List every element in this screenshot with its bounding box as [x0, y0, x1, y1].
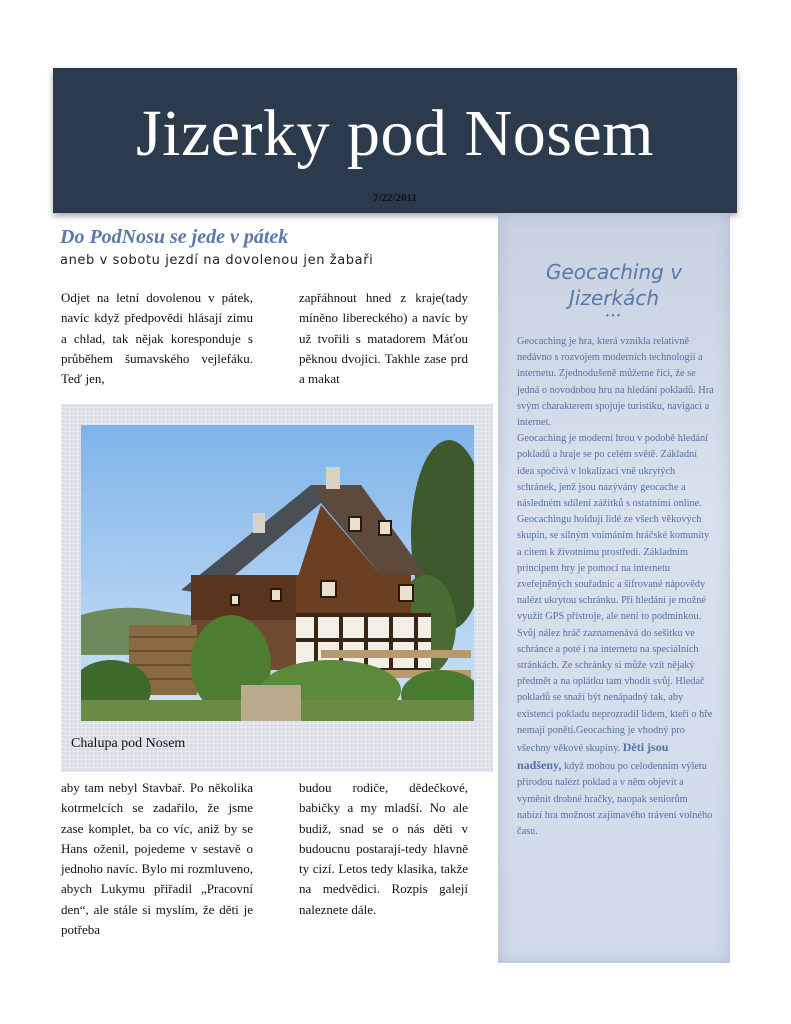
- article-column-1: Odjet na letní dovolenou v pátek, navíc když předpovědi hlásají zimu a chlad, tak nějak koresponduje s průběhem šumavského vejlefáku. Teď jen,: [61, 290, 253, 387]
- sidebar-body: [517, 334, 715, 840]
- photo-caption: Chalupa pod Nosem: [71, 736, 186, 751]
- newsletter-title: Jizerky pod Nosem: [135, 97, 655, 170]
- sidebar-geocaching: [498, 213, 730, 963]
- article-headline: Do PodNosu se jede v pátek: [60, 226, 289, 248]
- sidebar-emphasis: Děti jsou nadšeny,: [517, 740, 669, 773]
- issue-date: 7/22/2011: [372, 192, 417, 204]
- sidebar-paragraph-1: Geocaching je hra, která vznikla relativně nedávno s rozvojem moderních technologií a internetu. Zjednodušeně můžeme říci, že se jedná o novodobou hru na hledání pokladů. Hra svým charakterem spojuje turistiku, navigaci a internet.: [517, 336, 714, 429]
- photo-frame: [61, 404, 493, 772]
- sidebar-title: Geocaching v Jizerkách: [545, 260, 683, 310]
- sidebar-paragraph-2-text: Geocaching je moderní hrou v podobě hledání pokladů a hraje se po celém světě. Základní idea spočívá v lokalizaci vně ukrytých schránek, jenž jsou nazývány geocache a následném sdílení zážitků s ostatními online. Geocachingu holdují lidé ze všech věkových skupin, se silným vnímáním hráčské komunity a citem k životnímu prostředí. Základním principem hry je pomocí na internetu zveřejněných souřadnic a šifrované nápovědy nalézt ukrytou schránku. Při hledání je možné využít GPS přístroje, ale není to podmínkou. Svůj nález hráč zaznamenává do sešitku ve schránce a poté i na internetu na speciálních stránkách. Ze schránky si může vzít nějaký předmět a na oplátku tam vhodit svůj. Hledač pokladů se snaží být nenápadný tak, aby existenci pokladu neprozradil lidem, kteří o hře nemají ponětí.Geocaching je vhodný pro všechny věkové skupiny.: [517, 433, 713, 755]
- article-column-3: aby tam nebyl Stavbař. Po několika kotrmelcích se zadařilo, že jsme zase komplet, ba co víc, aniž by se Hans oženil, pojedeme v sestavě o jednoho navíc. Bylo mi rozmluveno, abych Lukymu přiřadil „Pracovní den“, ale stále si myslím, že děti je potřeba: [61, 780, 253, 938]
- sidebar-paragraph-2: [517, 431, 715, 840]
- sidebar-paragraph-2-end: když mohou po celodenním výletu přírodou nalézt poklad a v něm objevit a vyměnit drobné hračky, naopak seniorům nabízí hra možnost zajímavého trávení volného času.: [517, 761, 713, 838]
- article-column-4: budou rodiče, dědečkové, babičky a my mladší. No ale budiž, snad se o nás děti v budoucnu postarají-tedy hlavně ty cizí. Letos tedy klasika, takže na medvědici. Rozpis galejí naleznete dále.: [299, 780, 468, 917]
- cottage-photo: [81, 425, 474, 721]
- sidebar-dots: •••: [605, 311, 623, 322]
- article-column-2: zapřáhnout hned z kraje(tady míněno libereckého) a navíc by už tvořili s matadorem Máťou pěknou dvojici. Takhle zase prd a makat: [299, 290, 468, 387]
- article-subheadline: aneb v sobotu jezdí na dovolenou jen žabaři: [60, 253, 374, 268]
